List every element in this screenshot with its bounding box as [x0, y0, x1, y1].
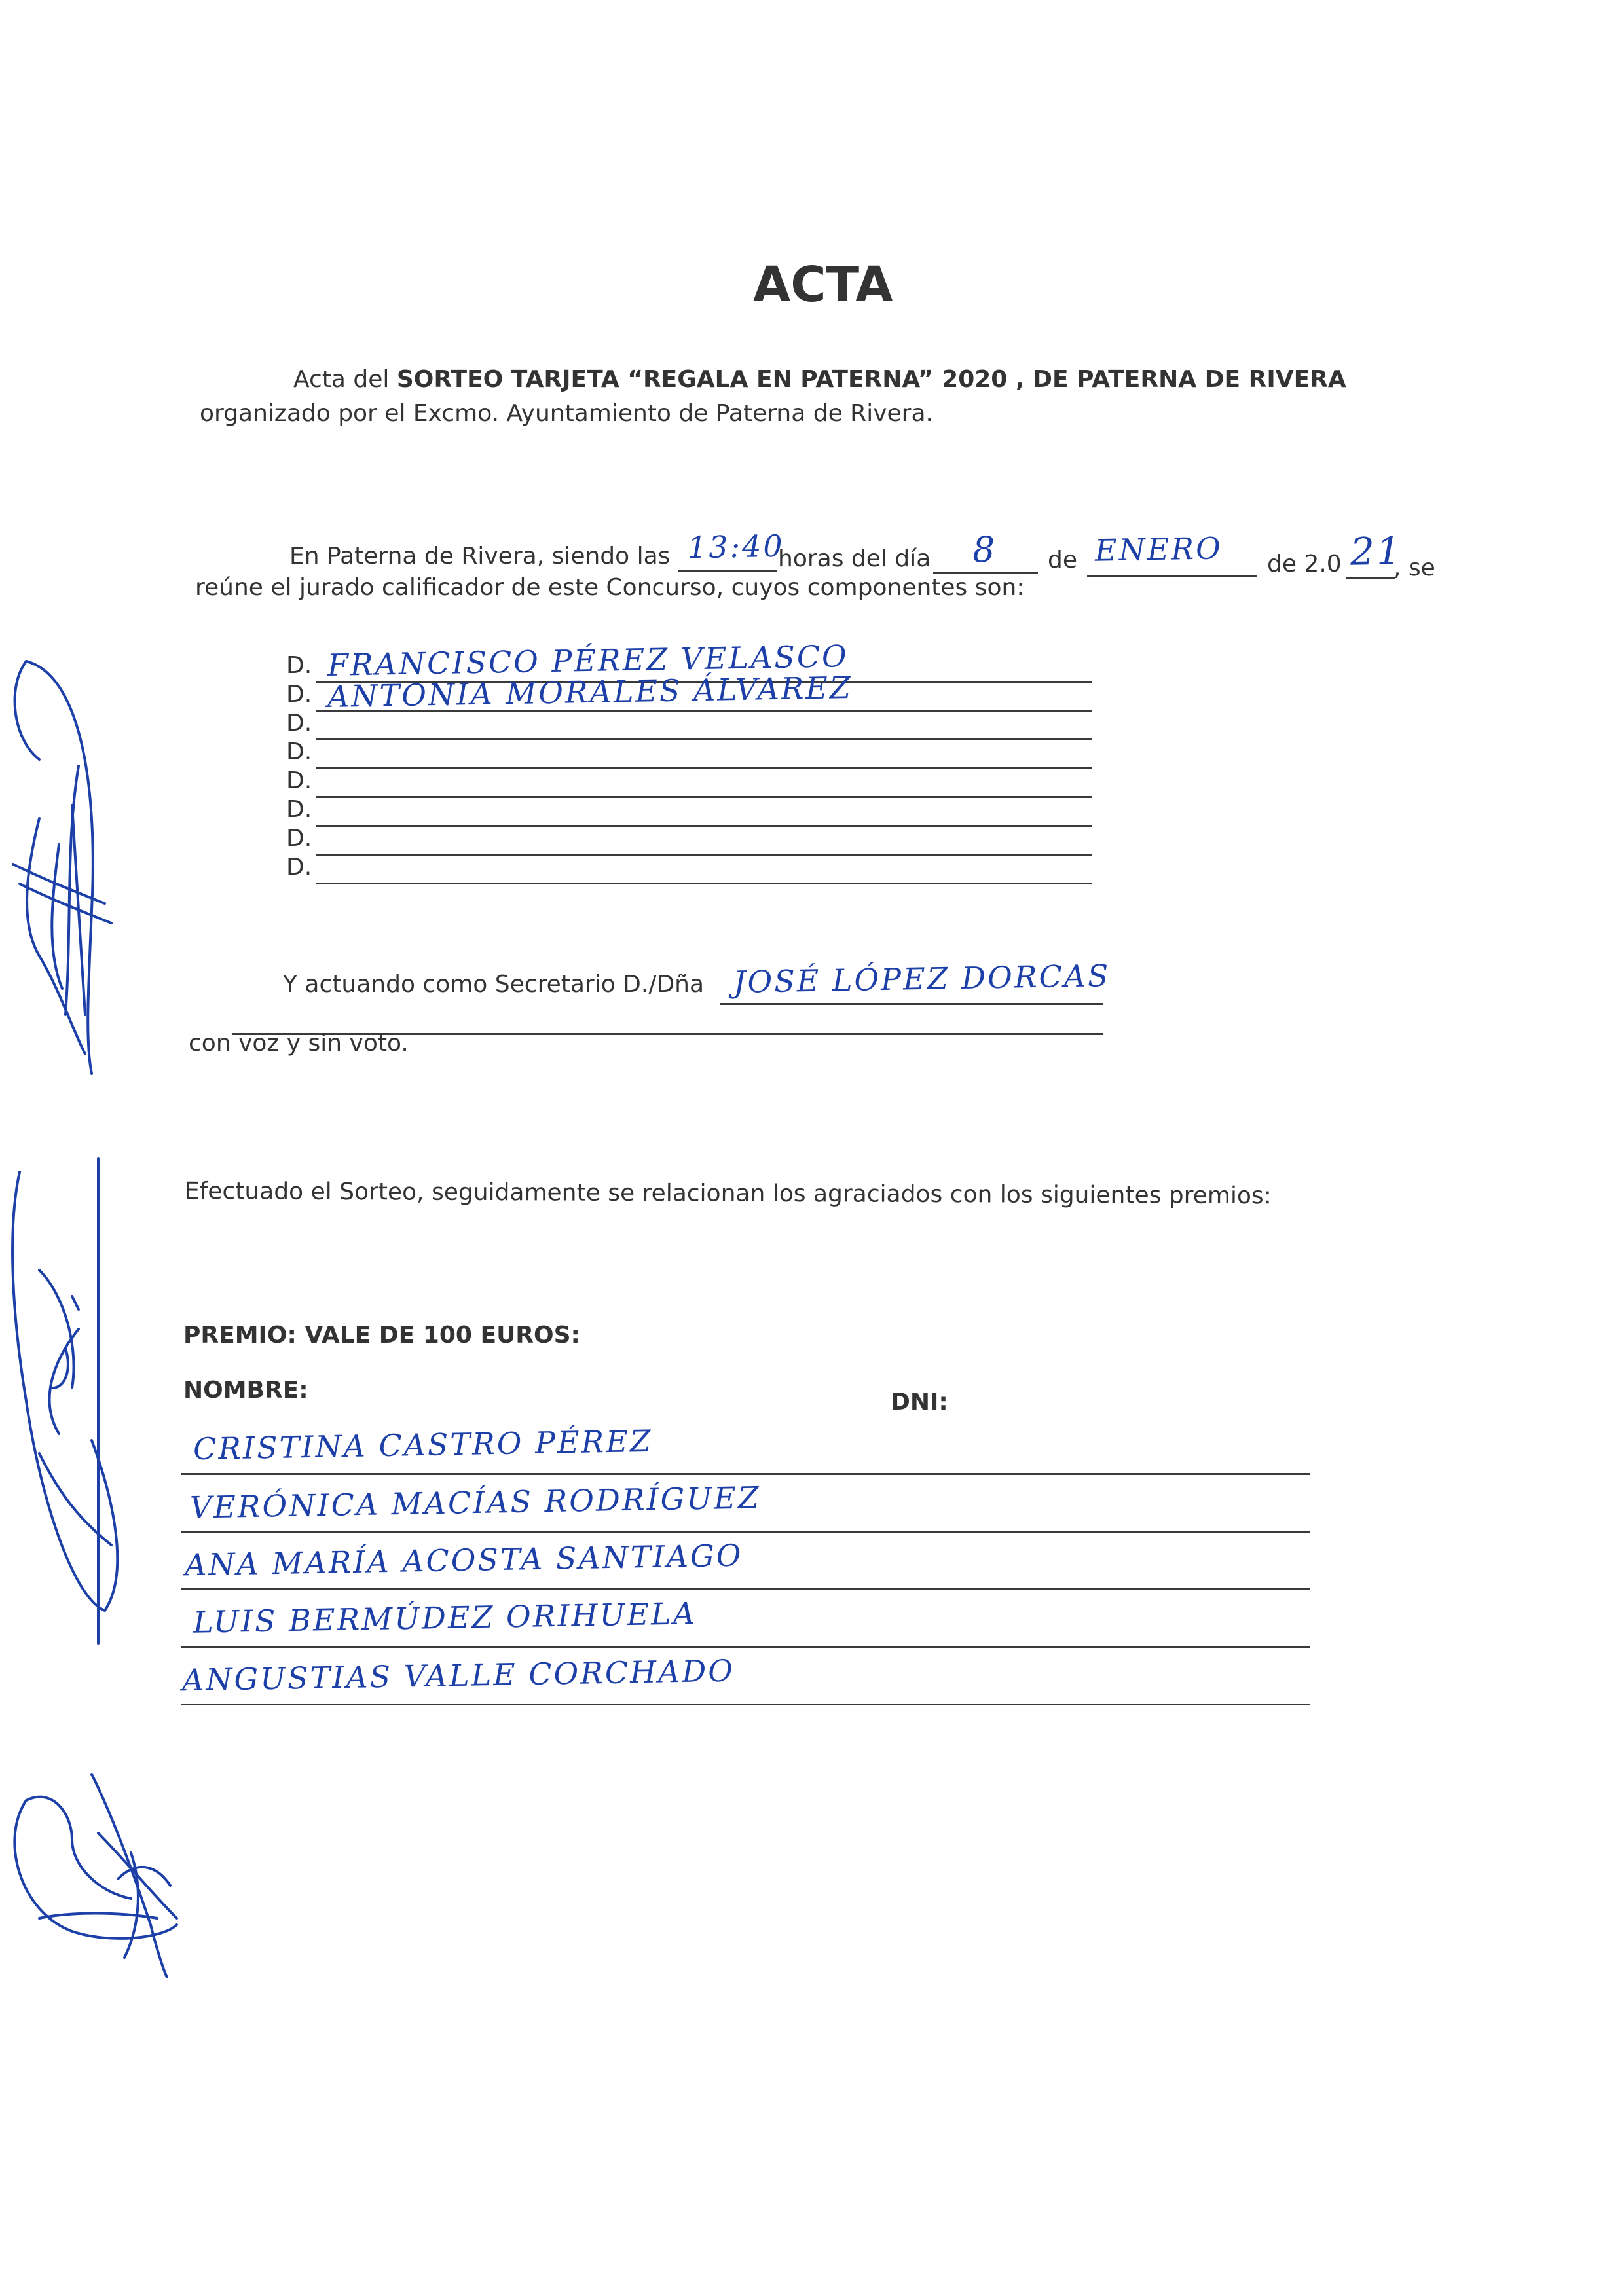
margin-signature-2-icon: [0, 1152, 131, 1650]
jury-member-2: ANTONIA MORALES ÁLVAREZ: [327, 670, 853, 714]
jury-prefix: D.: [286, 854, 312, 881]
winner-line: [181, 1473, 1310, 1475]
winner-line: [181, 1588, 1310, 1590]
jury-line: [316, 825, 1092, 827]
meeting-text-d: de 2.0: [1267, 551, 1342, 577]
jury-prefix: D.: [286, 825, 312, 852]
jury-line: [316, 854, 1092, 856]
meeting-text-b: horas del día: [778, 545, 931, 572]
secretary-name-line: [720, 1003, 1103, 1005]
jury-prefix: D.: [286, 681, 312, 708]
document-title: ACTA: [753, 257, 893, 313]
name-column-label: NOMBRE:: [183, 1377, 308, 1404]
month-blank-line: [1087, 575, 1257, 577]
jury-prefix: D.: [286, 796, 312, 823]
jury-prefix: D.: [286, 652, 312, 679]
winner-name-4: LUIS BERMÚDEZ ORIHUELA: [193, 1595, 697, 1640]
meeting-text-e: , se: [1393, 555, 1435, 581]
day-handwritten: 8: [972, 528, 997, 571]
jury-line: [316, 767, 1092, 769]
jury-member-1: FRANCISCO PÉREZ VELASCO: [327, 638, 849, 683]
jury-line: [316, 738, 1092, 740]
secretary-text: Y actuando como Secretario D./Dña: [283, 971, 705, 998]
winner-line: [181, 1704, 1310, 1705]
winner-line: [181, 1531, 1310, 1533]
secretary-line-2: con voz y sin voto.: [189, 1030, 409, 1057]
winner-name-1: CRISTINA CASTRO PÉREZ: [193, 1423, 654, 1467]
jury-prefix: D.: [286, 767, 312, 794]
intro-line-1: [293, 365, 1346, 393]
margin-signature-3-icon: [0, 1761, 196, 1984]
winner-name-3: ANA MARÍA ACOSTA SANTIAGO: [184, 1537, 743, 1583]
dni-column-label: DNI:: [891, 1389, 948, 1415]
jury-line: [316, 883, 1092, 884]
hour-blank-line: [678, 570, 777, 572]
jury-line: [316, 796, 1092, 798]
intro-bold-title: SORTEO TARJETA “REGALA EN PATERNA” 2020 , DE PATERNA DE RIVERA: [396, 366, 1346, 393]
intro-prefix: Acta del: [293, 366, 390, 393]
year-suffix-handwritten: 21: [1350, 528, 1403, 574]
winner-line: [181, 1646, 1310, 1648]
secretary-name-handwritten: JOSÉ LÓPEZ DORCAS: [733, 957, 1111, 1000]
hour-handwritten: 13:40: [687, 528, 785, 566]
winner-name-5: ANGUSTIAS VALLE CORCHADO: [181, 1652, 735, 1698]
draw-statement: Efectuado el Sorteo, seguidamente se relacionan los agraciados con los siguientes premios:: [184, 1178, 1272, 1210]
jury-prefix: D.: [286, 738, 312, 765]
winner-name-2: VERÓNICA MACÍAS RODRÍGUEZ: [189, 1480, 762, 1525]
meeting-line-2: reúne el jurado calificador de este Concurso, cuyos componentes son:: [195, 574, 1025, 601]
intro-line-2: organizado por el Excmo. Ayuntamiento de Paterna de Rivera.: [200, 400, 933, 427]
margin-signature-1-icon: [0, 648, 124, 1080]
year-blank-line: [1346, 577, 1395, 579]
meeting-text-c: de: [1048, 547, 1077, 574]
prize-heading: PREMIO: VALE DE 100 EUROS:: [183, 1322, 580, 1349]
jury-prefix: D.: [286, 710, 312, 737]
month-handwritten: ENERO: [1094, 530, 1223, 568]
meeting-text-a: En Paterna de Rivera, siendo las: [289, 543, 671, 570]
